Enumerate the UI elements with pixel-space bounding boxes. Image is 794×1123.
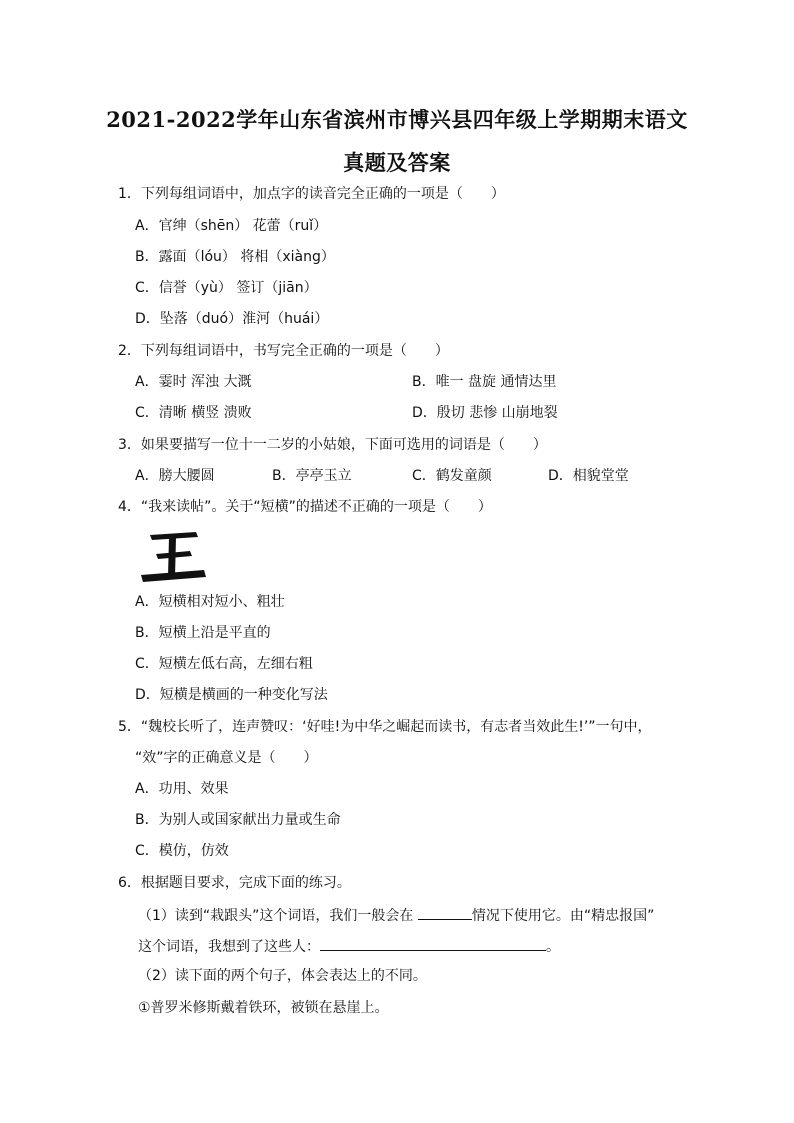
document-title-line2: 真题及答案 xyxy=(343,150,451,175)
question-5-stem-line2: “效”字的正确意义是（ ） xyxy=(135,750,318,766)
question-6-part1-line2-text-b: 。 xyxy=(546,939,560,955)
question-5-option-c: C．模仿，仿效 xyxy=(135,843,229,859)
question-3-option-b: B．亭亭玉立 xyxy=(272,468,352,484)
question-3-option-a: A．膀大腰圆 xyxy=(135,468,215,484)
question-6-part2: （2）读下面的两个句子，体会表达上的不同。 xyxy=(138,968,427,984)
question-6-part1-text-a: （1）读到“栽跟头”这个词语，我们一般会在 xyxy=(138,908,418,924)
calligraphy-wang-character xyxy=(141,532,206,582)
question-1-option-b: B．露面（lóu） 将相（xiàng） xyxy=(135,249,335,265)
question-6-part1-line2 xyxy=(138,936,560,956)
question-2-stem: 2．下列每组词语中，书写完全正确的一项是（ ） xyxy=(118,343,449,359)
question-1-option-c: C．信誉（yù） 签订（jiān） xyxy=(135,280,318,296)
document-title-line1: 2021-2022学年山东省滨州市博兴县四年级上学期期末语文 xyxy=(106,107,688,132)
question-6-stem: 6．根据题目要求，完成下面的练习。 xyxy=(118,875,351,891)
question-2-option-c: C．清晰 横竖 溃败 xyxy=(135,405,252,421)
answer-blank-1[interactable] xyxy=(418,905,472,920)
question-4-option-d: D．短横是横画的一种变化写法 xyxy=(135,687,328,703)
question-5-stem-line1: 5．“魏校长听了，连声赞叹：‘好哇!为中华之崛起而读书，有志者当效此生!’”一句中， xyxy=(118,719,652,735)
question-6-part1-line2-text-a: 这个词语，我想到了这些人： xyxy=(138,939,320,955)
question-5-option-a: A．功用、效果 xyxy=(135,781,229,797)
question-4-option-b: B．短横上沿是平直的 xyxy=(135,625,271,641)
question-6-part1-text-b: 情况下使用它。由“精忠报国” xyxy=(471,908,655,924)
question-6-sentence-1: ①普罗米修斯戴着铁环，被锁在悬崖上。 xyxy=(138,1000,389,1016)
question-4-stem: 4．“我来读帖”。关于“短横”的描述不正确的一项是（ ） xyxy=(118,499,492,515)
question-1-option-a: A．官绅（shēn） 花蕾（ruǐ） xyxy=(135,218,328,234)
question-5-option-b: B．为别人或国家献出力量或生命 xyxy=(135,812,341,828)
question-2-option-a: A．霎时 浑浊 大溉 xyxy=(135,374,252,390)
calligraphy-glyph-image xyxy=(138,527,208,585)
question-1-option-d: D．坠落（duó）淮河（huái） xyxy=(135,311,329,327)
question-1-stem: 1．下列每组词语中，加点字的读音完全正确的一项是（ ） xyxy=(118,186,505,202)
question-3-option-d: D．相貌堂堂 xyxy=(548,468,629,484)
question-4-option-a: A．短横相对短小、粗壮 xyxy=(135,594,285,610)
answer-blank-2[interactable] xyxy=(320,936,546,951)
question-3-stem: 3．如果要描写一位十一二岁的小姑娘，下面可选用的词语是（ ） xyxy=(118,437,547,453)
question-6-part1-line1 xyxy=(138,905,654,925)
question-3-option-c: C．鹤发童颜 xyxy=(412,468,492,484)
question-4-option-c: C．短横左低右高，左细右粗 xyxy=(135,656,313,672)
question-2-option-d: D．殷切 悲惨 山崩地裂 xyxy=(412,405,558,421)
question-2-option-b: B．唯一 盘旋 通情达里 xyxy=(412,374,557,390)
